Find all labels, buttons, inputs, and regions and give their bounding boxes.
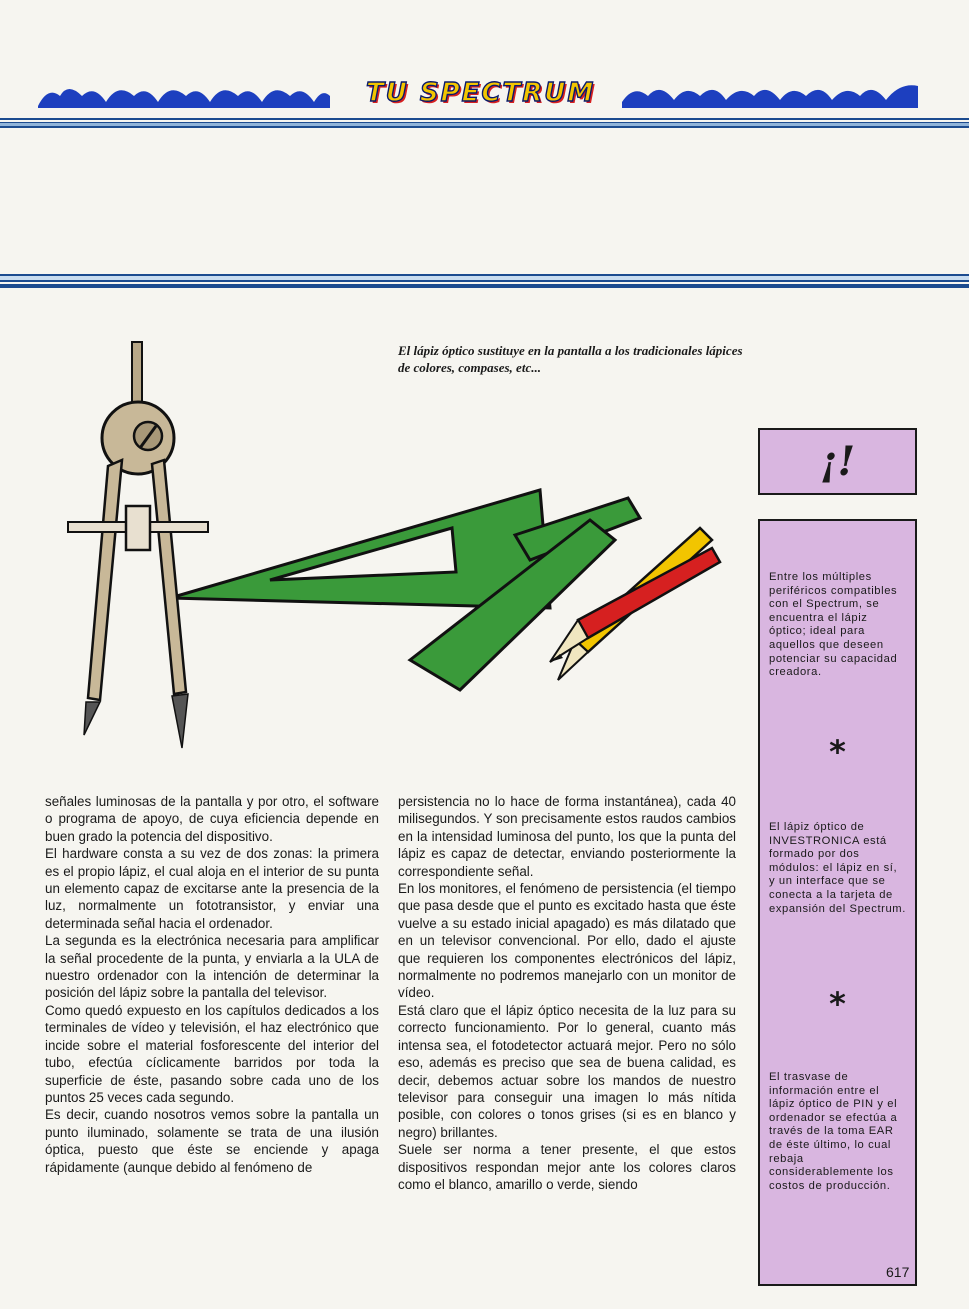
paragraph: La segunda es la electrónica necesaria para amplificar la señal procedente de la punta, y enviarla a la ULA de nuestro ordenador con la intención de determinar la posición del lápiz sobre la pantalla del televisor. [45, 933, 379, 1001]
right-wave-ornament [622, 82, 918, 108]
paragraph: En los monitores, el fenómeno de persistencia (el tiempo que pasa desde que el punto es excitado hasta que éste vuelve a su estado inicial apagado) es más dilatado que en un televisor convencional. Por ello, dado el ajuste que requieren los componentes electrónicos del lápiz, normalmente no podremos manejarlo con un monitor de vídeo. [398, 881, 736, 1001]
band-rule [0, 274, 969, 288]
asterisk-separator: * [829, 985, 846, 1023]
figure-caption: El lápiz óptico sustituye en la pantalla a los tradicionales lápices de colores, compases, etc... [398, 343, 743, 375]
set-square-icon [170, 490, 550, 608]
paragraph: señales luminosas de la pantalla y por otro, el software o programa de apoyo, de cuya eficiencia depende en buen grado la potencia del dispositivo. [45, 794, 379, 844]
sidebar-note: El trasvase de información entre el lápiz óptico de PIN y el ordenador se efectúa a través de la toma EAR de éste último, lo cual rebaja considerablemente los costos de producción. [769, 1071, 898, 1192]
page-number: 617 [886, 1264, 910, 1280]
paragraph: Es decir, cuando nosotros vemos sobre la pantalla un punto iluminado, solamente se trata de una ilusión óptica, puesto que éste se enciende y apaga rápidamente (aunque debido al fenómeno de [45, 1107, 379, 1175]
sidebar-note: El lápiz óptico de INVESTRONICA está formado por dos módulos: el lápiz en sí, y un interface que se conecta a la tarjeta de expansión del Spectrum. [769, 821, 906, 915]
left-wave-ornament [38, 82, 330, 108]
text-column-middle [398, 793, 736, 1193]
paragraph: Suele ser norma a tener presente, el que estos dispositivos respondan mejor ante los colores claros como el blanco, amarillo o verde, siendo [398, 1142, 736, 1192]
text-column-left [45, 793, 379, 1176]
paragraph: Está claro que el lápiz óptico necesita de la luz para su correcto funcionamiento. Por lo general, cuanto más intensa sea, el fotodetector actuará mejor. Pero no sólo eso, además es preciso que sea de buena calidad, es decir, debemos actuar sobre los mandos de nuestro televisor para conseguir una imagen lo más nítida posible, con colores o tonos grises (si es en blanco y negro) brillantes. [398, 1002, 736, 1140]
section-header [38, 76, 918, 120]
exclamation-box: ¡! [758, 428, 917, 495]
paragraph: El hardware consta a su vez de dos zonas: la primera es el propio lápiz, el cual aloja en el interior de su punta un elemento capaz de excitarse ante la presencia de la luz, normalmente un fototransistor, y enviar una determinada señal hacia el ordenador. [45, 846, 379, 931]
header-rule [0, 118, 969, 128]
drawing-tools-illustration [60, 340, 740, 780]
sidebar-note: Entre los múltiples periféricos compatibles con el Spectrum, se encuentra el lápiz óptico; ideal para aquellos que deseen potenciar su capacidad creadora. [769, 571, 898, 679]
paragraph: Como quedó expuesto en los capítulos dedicados a los terminales de vídeo y televisión, el haz electrónico que incide sobre el material fosforescente del interior del tubo, efectúa cíclicamente barridos por toda la superficie de éste, pasando sobre cada uno de los puntos 25 veces cada segundo. [45, 1002, 379, 1105]
asterisk-separator: * [829, 733, 846, 771]
paragraph: persistencia no lo hace de forma instantánea), cada 40 milisegundos. Y son precisamente estos raudos cambios en la intensidad luminosa del punto, los que la punta del lápiz es capaz de detectar, enviando posteriormente la correspondiente señal. [398, 794, 736, 879]
brand-logo: TU SPECTRUM [366, 78, 596, 108]
sidebar-notes [758, 519, 917, 1286]
show-through-text [45, 170, 375, 189]
compass-icon [68, 342, 208, 748]
